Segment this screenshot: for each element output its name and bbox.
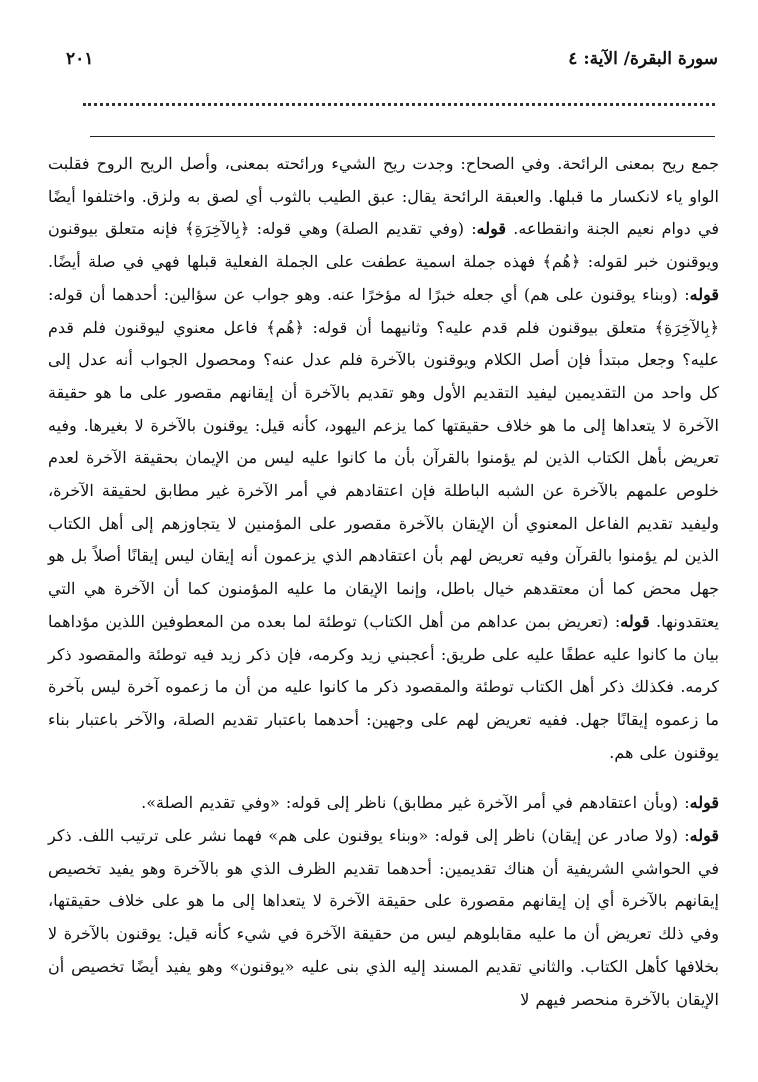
text-segment: : (وفي تقديم الصلة) وهي قوله: ﴿بِالآخِرَةِ﴾ فإنه متعلق بيوقنون ويوقنون خبر لقوله: ﴿هُم﴾ فهذه جملة اسمية عطفت على الجملة الفعلية قبلها فهي في صلة أيضًا. [48,219,720,272]
page-header [66,44,718,74]
text-segment: : (تعريض بمن عداهم من أهل الكتاب) توطئة لما بعده من المعطوفين اللذين مؤداهما بيان ما كانوا عليه عطفًا عليه على طريق: أعجبني زيد وكرمه، فإن ذكر زيد فيه توطئة والمقصود ذكر كرمه. فكذلك ذكر أهل الكتاب توطئة والمقصود ذكر ما كانوا عليه من أن ما زعموه آخرة ليس بآخرة ما زعموه إيقانًا جهل. ففيه تعريض لهم على وجهين: أحدهما باعتبار تقديم الصلة، والآخر باعتبار بناء يوقنون على هم. [48,611,719,762]
text-segment: : (وبناء يوقنون على هم) أي جعله خبرًا له مؤخرًا عنه. وهو جواب عن سؤالين: أحدهما أن قوله: ﴿بِالآخِرَةِ﴾ متعلق بيوقنون فلم قدم عليه؟ وثانيهما أن قوله: ﴿هُم﴾ فاعل معنوي ليوقنون فلم قدم عليه؟ وجعل مبتدأ فإن أصل الكلام ويوقنون بالآخرة فلم عدل عنه؟ ومحصول الجواب أنه عدل إلى كل واحد من التقديمين ليفيد التقديم الأول وهو تقديم بالآخرة أن إيقانهم مقصور على ما هو حقيقة الآخرة لا يتعداها إلى ما هو خلاف حقيقتها كما يزعم اليهود، كأنه قيل: يوقنون بالآخرة لا بغيرها. وفيه تعريض بأهل الكتاب الذين لم يؤمنوا بالقرآن بأن ما كانوا عليه ليس من الإيمان بحقيقة الآخرة لعدم خلوص علمهم بالآخرة عن الشبه الباطلة فإن اعتقادهم في أمر الآخرة غير مطابق لحقيقة الآخرة، وليفيد تقديم الفاعل المعنوي أن الإيقان بالآخرة مقصور على المؤمنين لا يتجاوزهم إلى أهل الكتاب الذين لم يؤمنوا بالقرآن وفيه تعريض لهم بأن اعتقادهم الذي يزعمون أنه إيقان ليس إيقانًا أصلاً بل هو جهل محض كما أن معتقدهم خيال باطل، وإنما الإيقان ما عليه المؤمنون كما أن الآخرة هي التي يعتقدونها. [48,284,719,631]
paragraph-1 [48,148,719,769]
qawluhu-marker: قوله [689,793,719,813]
text-segment: جمع ريح بمعنى الرائحة. وفي الصحاح: وجدت ريح الشيء ورائحته بمعنى، وأصل الريح الروح فقلبت الواو ياء لانكسار ما قبلها. والعبقة الرائحة يقال: عبق الطيب بالثوب أي لصق به ولزق. واختلفوا أيضًا في دوام نعيم الجنة وانقطاعه. [48,154,720,239]
text-segment: : (وبأن اعتقادهم في أمر الآخرة غير مطابق) ناظر إلى قوله: «وفي تقديم الصلة». [141,793,690,813]
qawluhu-marker: قوله [689,826,719,846]
header-rule [90,136,715,137]
text-segment: : (ولا صادر عن إيقان) ناظر إلى قوله: «وبناء يوقنون على هم» فهما نشر على ترتيب اللف. ذكر في الحواشي الشريفية أن هناك تقديمين: أحدهما تقديم الظرف الذي هو بالآخرة وهو يفيد تخصيص إيقانهم بالآخرة أي إن إيقانهم مقصورة على حقيقة الآخرة لا يتعداها إلى ما هو على خلاف حقيقتها، وفي ذلك تعريض أن ما عليه مقابلوهم ليس من حقيقة الآخرة في شيء كأنه قيل: يوقنون بالآخرة لا بخلافها كأهل الكتاب. والثاني تقديم المسند إليه الذي بنى عليه «يوقنون» وهو يفيد أيضًا تخصيص أن الإيقان بالآخرة منحصر فيهم لا [48,826,719,1009]
paragraph-gap [48,769,719,787]
dotted-separator [83,103,715,106]
qawluhu-marker: قوله [689,284,719,304]
qawluhu-marker: قوله [476,219,507,239]
paragraph-3 [48,820,719,1016]
commentary-body [48,148,719,1016]
page-number: ٢٠١ [66,49,94,69]
running-title: سورة البقرة/ الآية: ٤ [568,49,718,69]
qawluhu-marker: قوله [620,611,650,631]
paragraph-2 [48,787,719,820]
